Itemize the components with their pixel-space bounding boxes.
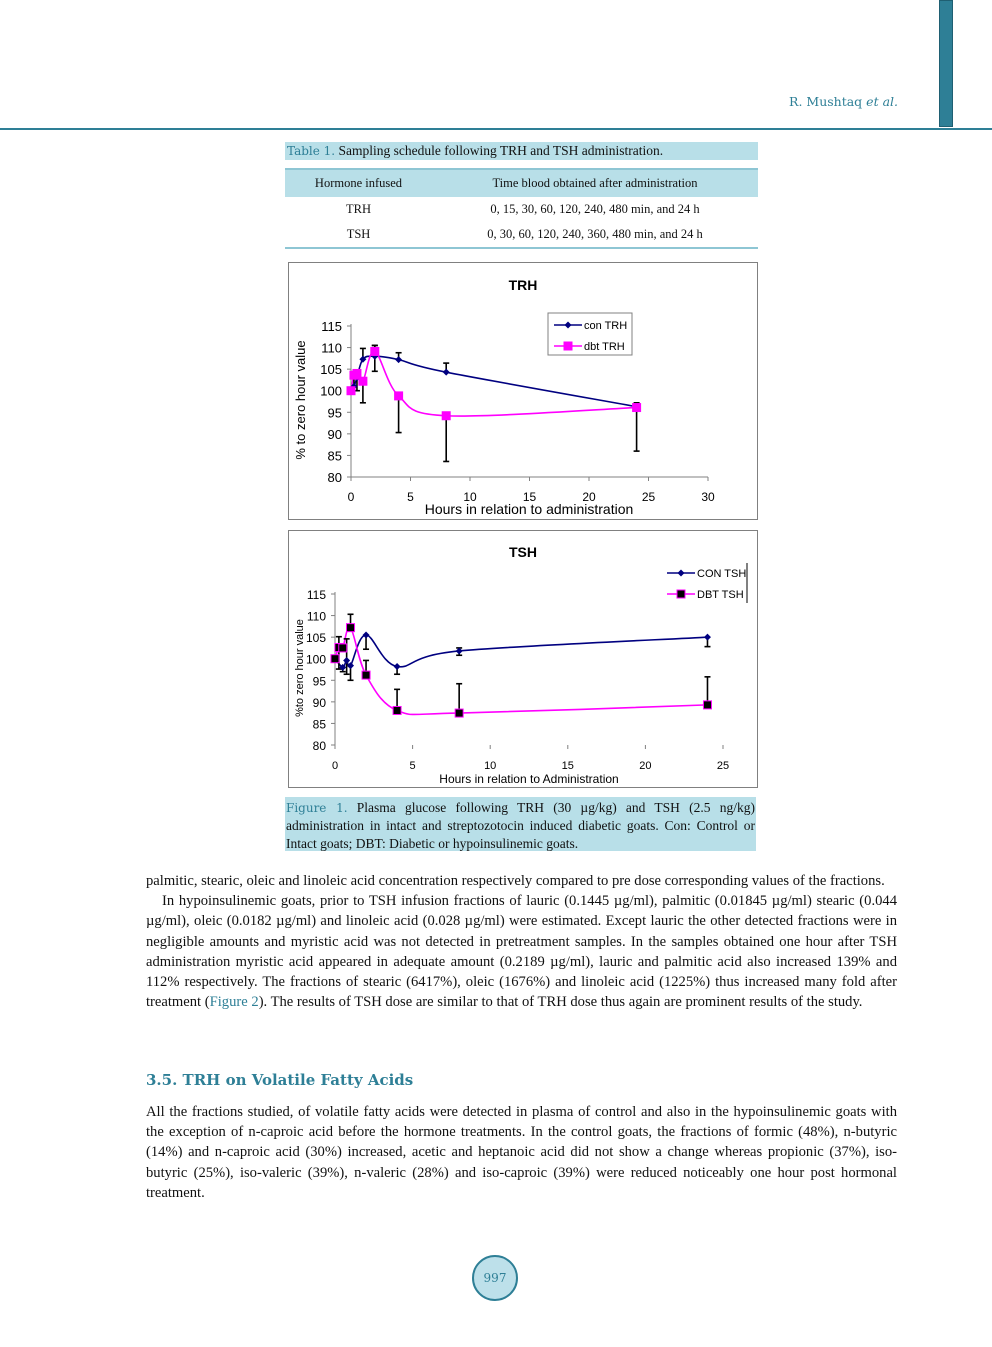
x-tick-label: 15 <box>561 760 574 772</box>
data-point-square <box>362 671 370 679</box>
chart-title: TRH <box>508 277 538 293</box>
legend-entry: DBT TSH <box>697 589 744 601</box>
chart-title: TSH <box>509 544 537 560</box>
y-axis-label: % to zero hour value <box>293 340 308 460</box>
figure-2-link[interactable]: Figure 2 <box>209 994 259 1011</box>
data-point-square <box>331 655 339 663</box>
paragraph-text: In hypoinsulinemic goats, prior to TSH infusion fractions of lauric (0.1445 µg/ml), palmitic (0.01845 µg/ml) stearic (0.044 µg/ml), oleic (0.0182 µg/ml) and linoleic acid (0.028 µg/ml) were estimated. Except lauric the other detected fractions were in negligible amounts and myristic acid was not detected in pretreatment samples. In the samples obtained one hour after TSH administration myristic acid appeared in adequate amount (0.2189 µg/ml), lauric and palmitic acid also increased 139% and 112% respectively. The fractions of stearic (6417%), oleic (1676%) and linoleic acid (1225%) thus increased many fold after treatment ( <box>146 893 897 1011</box>
data-point-square <box>703 701 711 709</box>
y-tick-label: 80 <box>312 739 326 753</box>
data-point-square <box>442 412 450 420</box>
data-point-diamond <box>443 369 450 376</box>
trh-chart <box>288 262 758 520</box>
y-tick-label: 90 <box>327 426 342 442</box>
x-tick-label: 30 <box>701 490 715 504</box>
y-tick-label: 85 <box>327 448 342 464</box>
y-tick-label: 115 <box>321 319 342 334</box>
table-cell: 0, 15, 30, 60, 120, 240, 480 min, and 24 h <box>490 202 700 216</box>
data-point-square <box>347 624 355 632</box>
y-tick-label: 85 <box>312 717 326 732</box>
data-point-square <box>393 706 401 714</box>
data-point-square <box>371 347 379 355</box>
legend-entry: con TRH <box>584 320 628 332</box>
x-tick-label: 5 <box>409 760 416 772</box>
y-tick-label: 115 <box>306 588 326 602</box>
paragraph-text: ). The results of TSH dose are similar to that of TRH dose thus again are prominent results of the study. <box>258 994 863 1011</box>
y-tick-label: 95 <box>312 674 326 689</box>
y-tick-label: 110 <box>321 340 342 356</box>
figure-caption-label: Figure 1. <box>286 801 348 815</box>
sampling-schedule-table <box>285 168 758 249</box>
legend-entry: CON TSH <box>697 568 747 580</box>
table-caption-label: Table 1. <box>287 144 336 158</box>
data-point-square <box>339 644 347 652</box>
x-tick-label: 10 <box>484 760 497 772</box>
table-cell: TSH <box>285 222 432 248</box>
trh-chart-svg <box>289 263 757 519</box>
table-row <box>285 197 758 222</box>
y-tick-label: 105 <box>320 362 342 378</box>
series-line <box>351 356 637 407</box>
x-tick-label: 25 <box>641 490 656 504</box>
data-point-diamond <box>394 663 401 670</box>
journal-header-bar <box>939 0 953 127</box>
tsh-chart <box>288 530 758 788</box>
y-tick-label: 95 <box>327 405 342 421</box>
table-row <box>285 222 758 248</box>
x-tick-label: 0 <box>347 490 355 504</box>
header-rule <box>0 128 992 130</box>
data-point-square <box>347 387 355 395</box>
x-tick-label: 0 <box>331 760 339 772</box>
data-point-square <box>455 709 463 717</box>
page-number: 997 <box>472 1255 518 1301</box>
x-tick-label: 10 <box>463 490 477 504</box>
data-point-square <box>633 404 641 412</box>
x-axis-label: Hours in relation to Administration <box>439 772 619 786</box>
y-tick-label: 100 <box>305 652 326 667</box>
x-axis-label: Hours in relation to administration <box>424 501 634 517</box>
column-header: Time blood obtained after administration <box>432 169 758 197</box>
data-point-diamond <box>343 657 350 664</box>
x-tick-label: 20 <box>639 760 652 772</box>
data-point-diamond <box>395 356 402 363</box>
data-point-diamond <box>704 634 711 641</box>
x-tick-label: 20 <box>582 490 596 504</box>
tsh-chart-svg <box>289 531 757 787</box>
body-paragraphs <box>146 871 897 1012</box>
author-suffix: et al. <box>866 94 898 109</box>
figure-caption <box>285 797 756 851</box>
y-tick-label: 105 <box>305 631 326 646</box>
series-line <box>351 351 637 416</box>
paragraph <box>146 891 897 1012</box>
y-tick-label: 90 <box>312 695 326 710</box>
running-author <box>789 94 898 109</box>
paragraph: palmitic, stearic, oleic and linoleic acid concentration respectively compared to pre dose corresponding values of the fractions. <box>146 873 885 889</box>
table-caption <box>285 142 758 160</box>
author-name: R. Mushtaq <box>789 94 863 109</box>
series-line <box>335 635 707 667</box>
table-caption-text: Sampling schedule following TRH and TSH administration. <box>335 143 664 158</box>
body-paragraphs <box>146 1102 897 1203</box>
section-heading: 3.5. TRH on Volatile Fatty Acids <box>146 1071 414 1089</box>
legend-entry: dbt TRH <box>584 341 625 353</box>
table-cell: 0, 30, 60, 120, 240, 360, 480 min, and 24 h <box>432 222 758 248</box>
column-header: Hormone infused <box>285 169 432 197</box>
y-tick-label: 110 <box>306 609 326 624</box>
figure-caption-text: Plasma glucose following TRH (30 µg/kg) and TSH (2.5 ng/kg) administration in intact and streptozotocin induced diabetic goats. Con: Control or Intact goats; DBT: Diabetic or hypoinsulinemic goats. <box>286 800 755 851</box>
table-cell: TRH <box>346 202 371 216</box>
x-tick-label: 25 <box>716 760 730 772</box>
paragraph: All the fractions studied, of volatile fatty acids were detected in plasma of control and also in the hypoinsulinemic goats with the exception of n-caproic acid before the hormone treatments. In the control goats, the fractions of formic (48%), n-butyric (14%) and n-caproic acid (30%) increased, acetic and heptanoic acid did not show a change whereas propionic (37%), iso-butyric (25%), iso-valeric (39%), n-valeric (28%) and iso-caproic (39%) were reduced noticeably one hour post hormonal treatment. <box>146 1104 897 1201</box>
x-tick-label: 15 <box>522 490 537 504</box>
y-tick-label: 100 <box>320 383 342 399</box>
x-tick-label: 5 <box>407 490 414 504</box>
data-point-square <box>359 377 367 385</box>
data-point-diamond <box>363 631 370 638</box>
y-axis-label: %to zero hour value <box>294 619 306 717</box>
data-point-square <box>353 369 361 377</box>
data-point-square <box>395 392 403 400</box>
y-tick-label: 80 <box>327 470 342 485</box>
